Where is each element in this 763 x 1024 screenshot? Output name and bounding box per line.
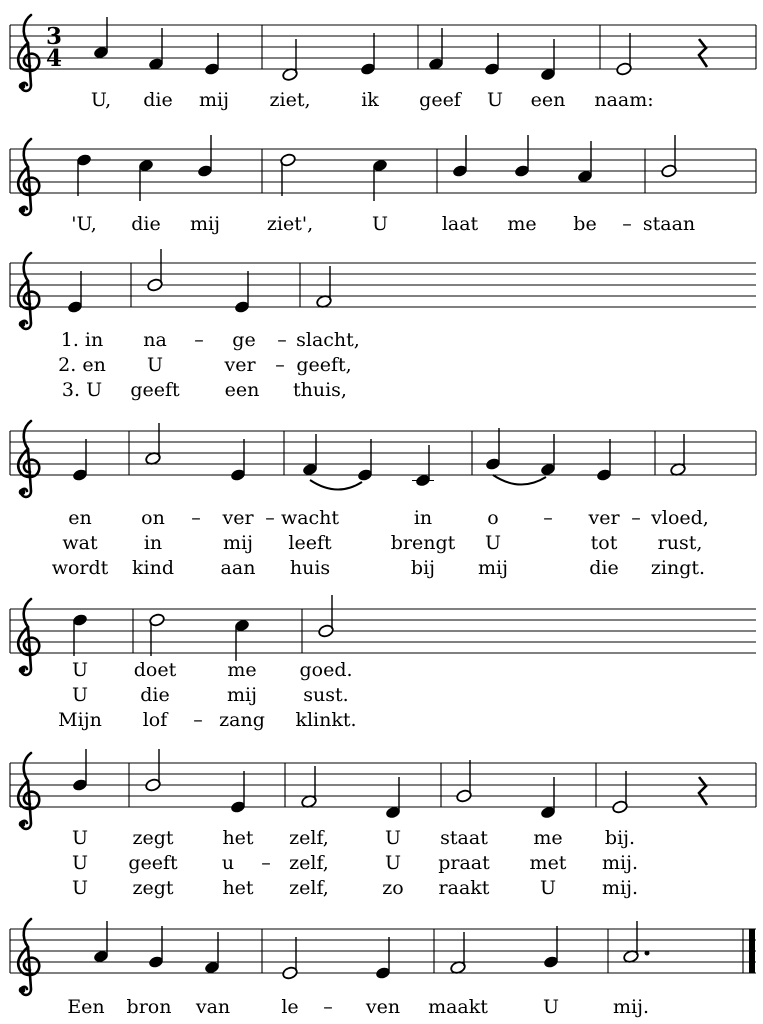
lyric-syllable: –	[191, 507, 201, 529]
lyric-syllable: –	[194, 329, 204, 351]
lyric-syllable: –	[275, 354, 285, 376]
lyric-syllable: wordt	[51, 557, 109, 579]
lyric-syllable: –	[265, 507, 275, 529]
notes	[72, 749, 707, 820]
lyric-syllable: brengt	[390, 532, 456, 554]
lyric-syllable: U	[384, 852, 402, 874]
lyrics-system-6	[72, 827, 638, 899]
lyric-syllable: zang	[219, 709, 265, 731]
lyric-syllable: U	[484, 532, 502, 554]
lyric-syllable: zegt	[132, 827, 174, 849]
staff-system-6	[10, 749, 756, 899]
lyric-syllable: wat	[62, 532, 98, 554]
lyric-syllable: me	[227, 659, 257, 681]
lyric-syllable: U	[71, 852, 89, 874]
lyric-syllable: ver	[224, 354, 256, 376]
lyric-syllable: geeft,	[296, 354, 352, 376]
slur	[310, 480, 362, 490]
lyric-syllable: 2. en	[58, 354, 106, 376]
lyric-syllable: –	[323, 996, 333, 1018]
lyric-syllable: goed.	[299, 659, 353, 681]
lyric-syllable: –	[193, 709, 203, 731]
lyric-syllable: Mijn	[58, 709, 102, 731]
lyric-syllable: klinkt.	[295, 709, 357, 731]
lyric-syllable: aan	[220, 557, 256, 579]
treble-clef-icon	[18, 753, 39, 829]
lyric-syllable: U	[486, 89, 504, 111]
treble-clef-icon	[18, 15, 39, 91]
quarter-rest-icon	[699, 777, 707, 805]
lyric-syllable: –	[622, 213, 632, 235]
lyric-syllable: be	[573, 213, 597, 235]
lyric-syllable: zegt	[132, 877, 174, 899]
lyric-syllable: in	[143, 532, 163, 554]
lyric-syllable: 'U,	[71, 213, 97, 235]
lyric-syllable: o	[487, 507, 499, 529]
lyric-syllable: mij.	[612, 996, 650, 1018]
lyrics-system-4	[52, 507, 709, 579]
lyric-syllable: in	[413, 507, 433, 529]
lyric-syllable: U	[539, 877, 557, 899]
lyric-syllable: U	[71, 827, 89, 849]
lyric-syllable: mij.	[601, 852, 639, 874]
lyrics-system-3	[58, 329, 360, 401]
lyric-syllable: mij	[478, 557, 508, 579]
lyric-syllable: na	[143, 329, 167, 351]
lyric-syllable: zelf,	[289, 852, 329, 874]
staff-system-7	[10, 919, 756, 1018]
lyric-syllable: mij	[190, 213, 220, 235]
notes	[67, 249, 333, 314]
lyric-syllable: ziet,	[269, 89, 311, 111]
lyric-syllable: zelf,	[289, 877, 329, 899]
lyric-syllable: raakt	[438, 877, 490, 899]
lyric-syllable: zelf,	[289, 827, 329, 849]
lyric-syllable: maakt	[428, 996, 488, 1018]
lyric-syllable: mij.	[601, 877, 639, 899]
lyric-syllable: doet	[133, 659, 177, 681]
lyric-syllable: een	[224, 379, 260, 401]
lyric-syllable: U,	[90, 89, 112, 111]
notes	[72, 423, 687, 490]
lyric-syllable: die	[140, 684, 170, 706]
notes	[76, 135, 678, 201]
treble-clef-icon	[18, 421, 39, 497]
lyric-syllable: mij	[199, 89, 229, 111]
lyric-syllable: die	[131, 213, 161, 235]
lyric-syllable: leeft	[288, 532, 332, 554]
lyric-syllable: U	[371, 213, 389, 235]
final-barline	[749, 929, 755, 973]
lyric-syllable: het	[222, 877, 254, 899]
lyric-syllable: staat	[440, 827, 488, 849]
lyric-syllable: me	[507, 213, 537, 235]
lyric-syllable: huis	[289, 557, 331, 579]
lyrics-system-2	[71, 213, 695, 235]
treble-clef-icon	[18, 599, 39, 675]
lyric-syllable: ge	[232, 329, 256, 351]
lyric-syllable: zo	[382, 877, 404, 899]
lyrics-system-7	[67, 996, 649, 1018]
lyric-syllable: slacht,	[296, 329, 360, 351]
lyric-syllable: tot	[590, 532, 618, 554]
lyric-syllable: –	[261, 852, 271, 874]
lyric-syllable: ver	[222, 507, 254, 529]
lyric-syllable: met	[529, 852, 567, 874]
lyric-syllable: –	[277, 329, 287, 351]
dot	[645, 951, 650, 956]
staff-system-1	[10, 15, 756, 111]
lyric-syllable: bij	[410, 557, 436, 579]
time-signature-bottom: 4	[45, 45, 63, 72]
lyric-syllable: U	[542, 996, 560, 1018]
lyric-syllable: geeft	[130, 379, 180, 401]
lyric-syllable: –	[631, 507, 641, 529]
lyric-syllable: een	[530, 89, 566, 111]
treble-clef-icon	[18, 139, 39, 215]
lyrics-system-1	[91, 89, 654, 111]
staff-system-5	[10, 595, 756, 731]
lyric-syllable: bron	[126, 996, 172, 1018]
lyric-syllable: kind	[132, 557, 174, 579]
lyric-syllable: vloed,	[651, 507, 709, 529]
notes	[93, 17, 707, 82]
lyric-syllable: van	[195, 996, 231, 1018]
lyric-syllable: die	[589, 557, 619, 579]
lyric-syllable: lof	[142, 709, 168, 731]
lyric-syllable: die	[143, 89, 173, 111]
lyric-syllable: wacht	[280, 507, 340, 529]
lyric-syllable: U	[71, 659, 89, 681]
lyric-syllable: thuis,	[293, 379, 347, 401]
lyric-syllable: naam:	[594, 89, 654, 111]
lyric-syllable: U	[146, 354, 164, 376]
notes	[72, 595, 335, 661]
lyrics-system-5	[58, 659, 356, 731]
lyric-syllable: laat	[441, 213, 479, 235]
lyric-syllable: –	[543, 507, 553, 529]
lyric-syllable: staan	[642, 213, 696, 235]
time-signature-top: 3	[45, 23, 63, 50]
lyric-syllable: U	[384, 827, 402, 849]
lyric-syllable: me	[533, 827, 563, 849]
lyric-syllable: 1. in	[60, 329, 104, 351]
staff-system-3	[10, 249, 756, 401]
quarter-rest-icon	[699, 39, 707, 67]
lyric-syllable: ven	[365, 996, 401, 1018]
lyric-syllable: 3. U	[61, 379, 103, 401]
lyric-syllable: het	[222, 827, 254, 849]
treble-clef-icon	[18, 253, 39, 329]
lyric-syllable: ver	[588, 507, 620, 529]
lyric-syllable: Een	[67, 996, 105, 1018]
lyric-syllable: mij	[227, 684, 257, 706]
lyric-syllable: ziet',	[266, 213, 314, 235]
staff-system-4	[10, 421, 756, 579]
lyric-syllable: U	[71, 684, 89, 706]
lyric-syllable: ik	[361, 89, 379, 111]
lyric-syllable: praat	[438, 852, 490, 874]
lyric-syllable: U	[71, 877, 89, 899]
lyric-syllable: geeft	[128, 852, 178, 874]
lyric-syllable: le	[281, 996, 299, 1018]
slur	[493, 475, 546, 485]
lyric-syllable: rust,	[657, 532, 703, 554]
lyric-syllable: geef	[419, 89, 461, 111]
lyric-syllable: sust.	[303, 684, 349, 706]
treble-clef-icon	[18, 919, 39, 995]
lyric-syllable: zingt.	[650, 557, 706, 579]
lyric-syllable: on	[141, 507, 165, 529]
lyric-syllable: u	[221, 852, 235, 874]
lyric-syllable: bij.	[604, 827, 636, 849]
lyric-syllable: en	[68, 507, 92, 529]
lyric-syllable: mij	[223, 532, 253, 554]
staff-system-2	[10, 135, 756, 235]
